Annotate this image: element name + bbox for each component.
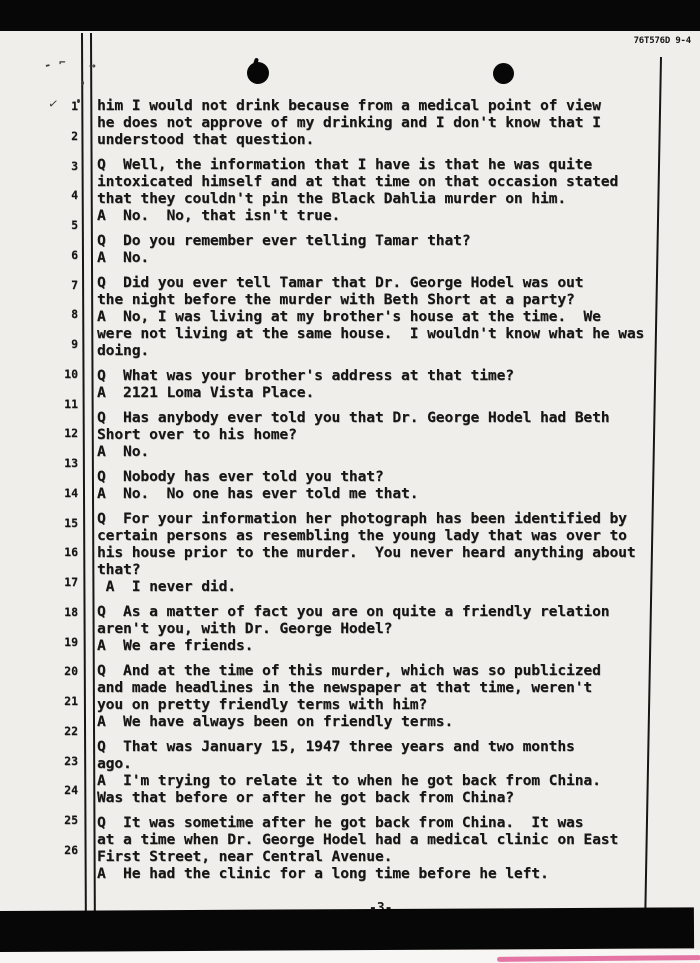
transcript-line: Q What was your brother's address at that time?: [97, 367, 514, 384]
pencil-arrow-mark: →: [89, 59, 96, 72]
transcript-line: ago.: [97, 755, 132, 772]
transcript-line: Was that before or after he got back from China?: [97, 789, 514, 806]
transcript-line: Q That was January 15, 1947 three years and two months: [97, 738, 575, 755]
transcript-line: Q As a matter of fact you are on quite a friendly relation: [97, 603, 610, 620]
transcript-line: understood that question.: [97, 131, 315, 148]
scan-edge-bar-top: [0, 0, 700, 31]
transcript-line: doing.: [97, 342, 150, 359]
transcript-line: aren't you, with Dr. George Hodel?: [97, 620, 393, 637]
transcript-line: A 2121 Loma Vista Place.: [97, 384, 315, 401]
margin-line-number: 10: [64, 366, 78, 381]
margin-line-number: 24: [64, 783, 78, 798]
punch-hole-left: [247, 62, 269, 84]
transcript-line: you on pretty friendly terms with him?: [97, 696, 428, 713]
transcript-line: certain persons as resembling the young lady that was over to: [97, 527, 627, 544]
transcript-body: [97, 97, 672, 890]
margin-line-number: 15: [64, 515, 78, 530]
margin-line-number: 13: [64, 456, 78, 470]
transcript-line: Q Has anybody ever told you that Dr. George Hodel had Beth: [97, 409, 610, 426]
transcript-paragraph: [97, 367, 672, 401]
transcript-paragraph: [97, 409, 672, 460]
transcript-line: at a time when Dr. George Hodel had a medical clinic on East: [97, 831, 619, 848]
transcript-line: Q It was sometime after he got back from China. It was: [97, 814, 584, 831]
margin-line-number: 20: [64, 664, 78, 679]
transcript-line: intoxicated himself and at that time on that occasion stated: [97, 173, 619, 190]
margin-line-number: 19: [64, 634, 78, 649]
transcript-paragraph: [97, 510, 672, 595]
margin-line-number: 1: [71, 99, 78, 113]
transcript-line: Q Nobody has ever told you that?: [97, 468, 384, 485]
margin-line-number: 12: [64, 426, 78, 441]
scan-edge-bar-bottom: [0, 907, 694, 952]
margin-line-number: 23: [64, 753, 78, 768]
margin-line-number: 25: [64, 813, 78, 827]
transcript-line: him I would not drink because from a medical point of view: [97, 97, 601, 114]
punch-hole-right: [493, 63, 514, 84]
margin-line-number: 26: [64, 842, 78, 857]
margin-line-number: 7: [71, 277, 78, 292]
left-margin-double-rule: [81, 33, 96, 911]
margin-line-number: 21: [64, 694, 78, 708]
transcript-line: he does not approve of my drinking and I don't know that I: [97, 114, 601, 131]
transcript-line: A No, I was living at my brother's house at the time. We: [97, 308, 601, 325]
transcript-paragraph: [97, 232, 672, 266]
pencil-hook-mark: ⌐: [59, 56, 66, 69]
transcript-line: Q For your information her photograph has been identified by: [97, 510, 627, 527]
transcript-line: Short over to his home?: [97, 426, 297, 443]
transcript-line: Q Did you ever tell Tamar that Dr. George Hodel was out: [97, 274, 584, 291]
margin-line-number: 17: [64, 575, 78, 589]
transcript-line: Q Do you remember ever telling Tamar that?: [97, 232, 471, 249]
pencil-check-mark: ✓: [47, 95, 59, 113]
transcript-line: A He had the clinic for a long time before he left.: [97, 865, 549, 882]
margin-line-number: 6: [71, 247, 78, 262]
transcript-line: A No. No one has ever told me that.: [97, 485, 419, 502]
pencil-speck: [81, 81, 84, 85]
transcript-line: were not living at the same house. I wouldn't know what he was: [97, 325, 645, 342]
transcript-line: that they couldn't pin the Black Dahlia murder on him.: [97, 190, 567, 207]
transcript-paragraph: [97, 97, 672, 148]
transcript-paragraph: [97, 274, 672, 359]
margin-line-number: 8: [71, 307, 78, 322]
transcript-line: the night before the murder with Beth Short at a party?: [97, 291, 575, 308]
transcript-line: A No.: [97, 249, 150, 266]
transcript-paragraph: [97, 662, 672, 730]
transcript-line: A I never did.: [97, 578, 236, 595]
margin-line-number: 9: [71, 337, 78, 351]
transcript-paragraph: [97, 814, 672, 882]
transcript-line: A No. No, that isn't true.: [97, 207, 341, 224]
margin-line-number: 18: [64, 604, 78, 619]
margin-line-number: 16: [64, 545, 78, 560]
transcript-line: Q Well, the information that I have is that he was quite: [97, 156, 593, 173]
transcript-line: A We have always been on friendly terms.: [97, 713, 454, 730]
document-id: 76T576D 9-4: [633, 36, 691, 46]
margin-line-number: 11: [64, 396, 78, 411]
transcript-line: A No.: [97, 443, 150, 460]
margin-line-number: 22: [64, 723, 78, 738]
margin-line-number: 2: [71, 128, 78, 143]
transcript-line: A I'm trying to relate it to when he got back from China.: [97, 772, 601, 789]
line-number-column: [38, 0, 78, 963]
pencil-dash-mark: -: [42, 57, 53, 73]
transcript-line: and made headlines in the newspaper at that time, weren't: [97, 679, 593, 696]
transcript-paragraph: [97, 468, 672, 502]
margin-line-number: 14: [64, 485, 78, 500]
transcript-line: A We are friends.: [97, 637, 254, 654]
transcript-paragraph: [97, 156, 672, 224]
transcript-line: Q And at the time of this murder, which was so publicized: [97, 662, 601, 679]
margin-line-number: 5: [71, 218, 78, 232]
transcript-paragraph: [97, 738, 672, 806]
margin-line-number: 3: [71, 158, 78, 173]
transcript-line: his house prior to the murder. You never heard anything about: [97, 544, 636, 561]
transcript-line: First Street, near Central Avenue.: [97, 848, 393, 865]
transcript-paragraph: [97, 603, 672, 654]
margin-line-number: 4: [71, 188, 78, 203]
transcript-line: that?: [97, 561, 141, 578]
